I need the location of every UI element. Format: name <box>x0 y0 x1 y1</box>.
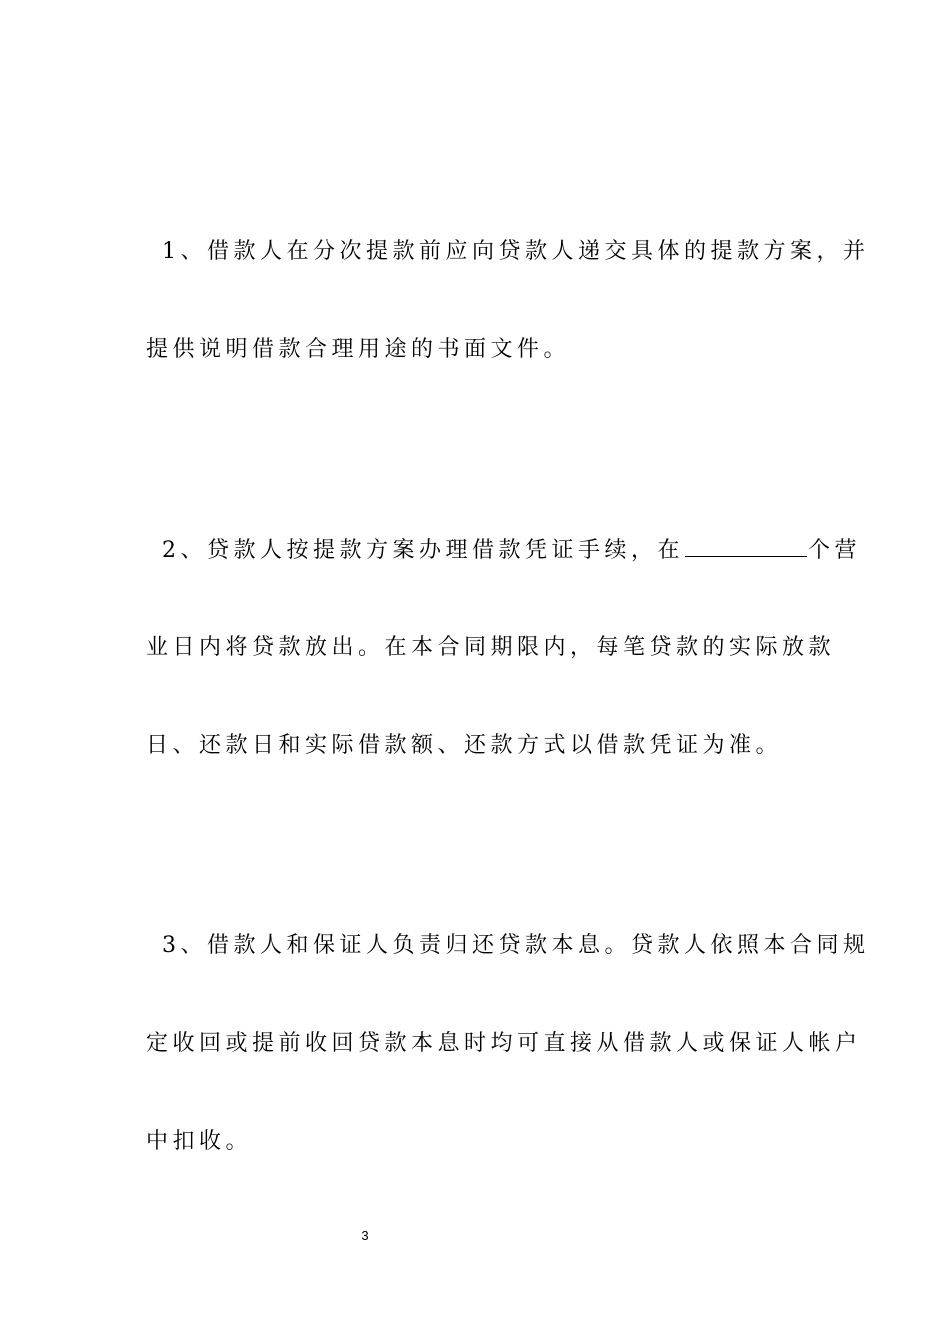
page-number: 3 <box>361 1228 369 1243</box>
paragraph-1-line-2: 提供说明借款合理用途的书面文件。 <box>146 337 571 362</box>
paragraph-3-line-2: 定收回或提前收回贷款本息时均可直接从借款人或保证人帐户 <box>146 1031 862 1056</box>
fill-in-blank <box>685 536 807 557</box>
paragraph-2-line-3: 日、还款日和实际借款额、还款方式以借款凭证为准。 <box>146 733 783 758</box>
paragraph-3-line-3: 中扣收。 <box>146 1129 253 1154</box>
paragraph-1-line-1: 1、借款人在分次提款前应向贷款人递交具体的提款方案，并 <box>162 239 870 264</box>
paragraph-2-line-1 <box>162 536 862 565</box>
paragraph-2-text-after-blank: 个营 <box>808 538 862 563</box>
paragraph-2-text-before-blank: 2、贷款人按提款方案办理借款凭证手续，在 <box>162 538 684 563</box>
paragraph-3-line-1: 3、借款人和保证人负责归还贷款本息。贷款人依照本合同规 <box>162 933 870 958</box>
paragraph-2-line-2: 业日内将贷款放出。在本合同期限内，每笔贷款的实际放款 <box>146 635 836 660</box>
